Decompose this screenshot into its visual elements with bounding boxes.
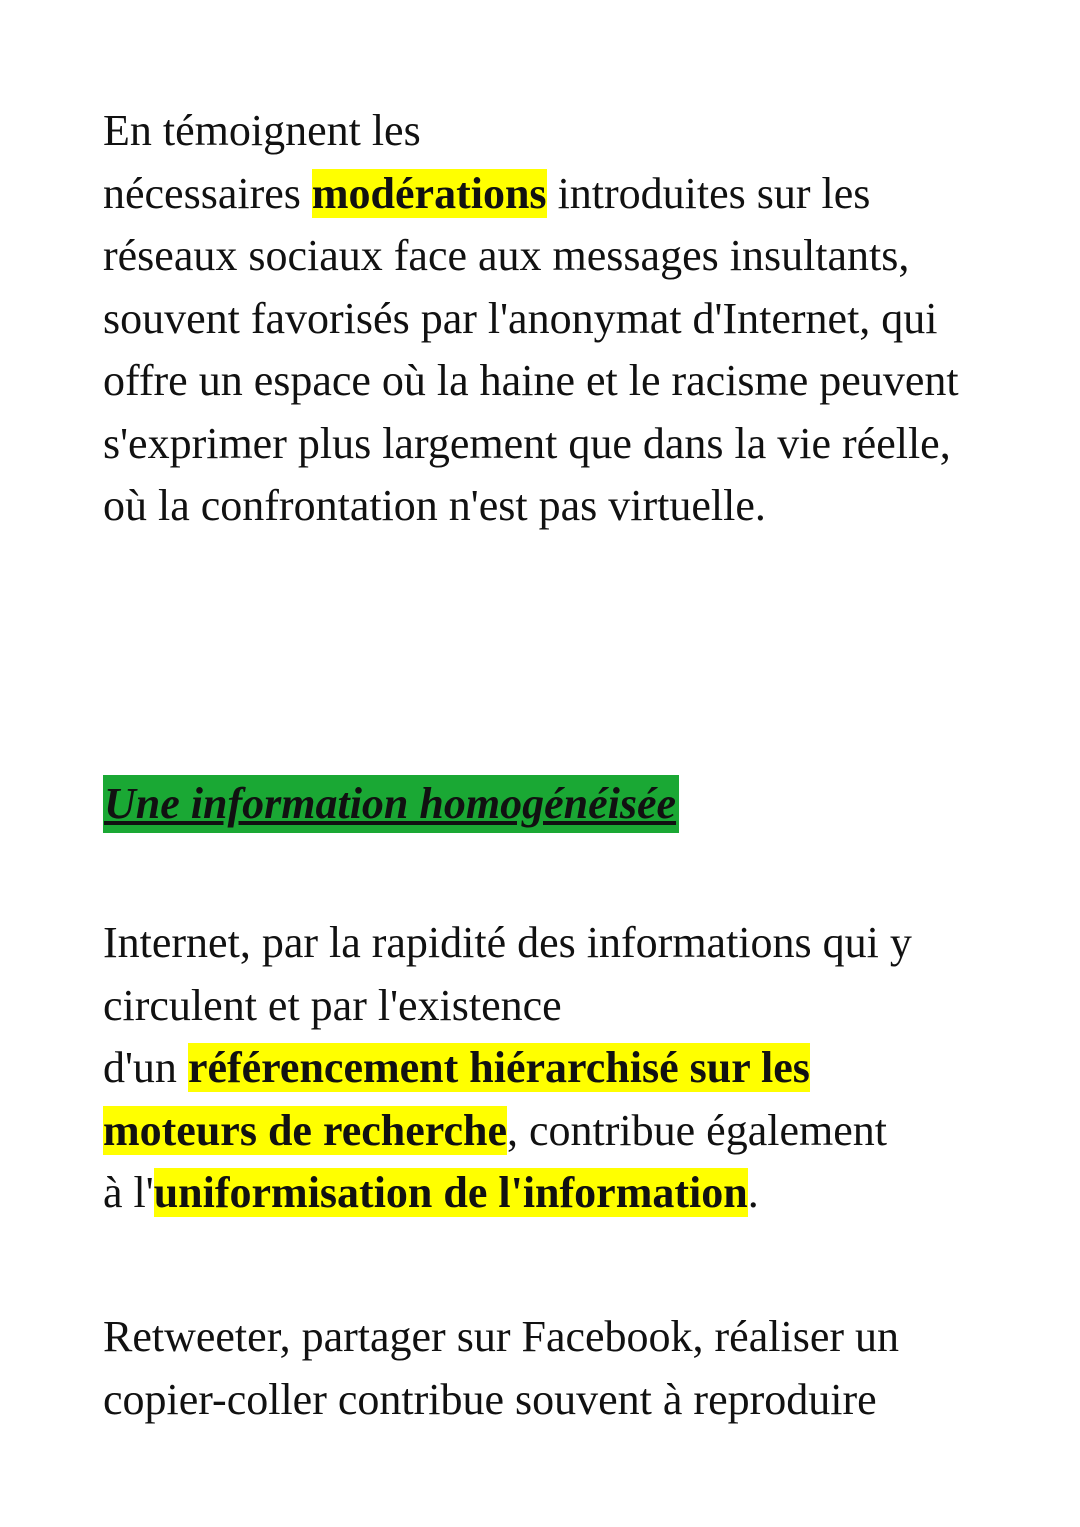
highlight-referencement: référencement hiérarchisé sur les xyxy=(187,1043,810,1092)
highlight-uniformisation: uniformisation de l'information xyxy=(153,1168,748,1217)
text: introduites sur les xyxy=(546,168,871,218)
text: d'un xyxy=(103,1043,188,1092)
text: Internet, par la rapidité des informations qui y circulent et par l'existence xyxy=(103,918,912,1030)
heading-text: Une information homogénéisée xyxy=(103,775,679,833)
text: à l' xyxy=(103,1168,154,1217)
text: . xyxy=(747,1168,759,1217)
text: , contribue également xyxy=(507,1105,887,1155)
highlight-moteurs: moteurs de recherche xyxy=(103,1105,508,1155)
paragraph-moderation xyxy=(103,100,983,538)
text: réseaux sociaux face aux messages insultants, souvent favorisés par l'anonymat d'Internet, qui offre un espace où la haine et le racisme peuvent s'exprimer plus largement que dans la vie réelle, où la confrontation n'est pas virtuelle. xyxy=(103,231,959,530)
paragraph-retweet: Retweeter, partager sur Facebook, réaliser un copier-coller contribue souvent à reproduire xyxy=(103,1312,899,1424)
section-heading xyxy=(103,775,679,833)
text: nécessaires xyxy=(103,168,312,218)
paragraph-referencing xyxy=(103,912,983,1225)
text: En témoignent les xyxy=(103,106,421,155)
highlight-moderations: modérations xyxy=(311,168,547,218)
